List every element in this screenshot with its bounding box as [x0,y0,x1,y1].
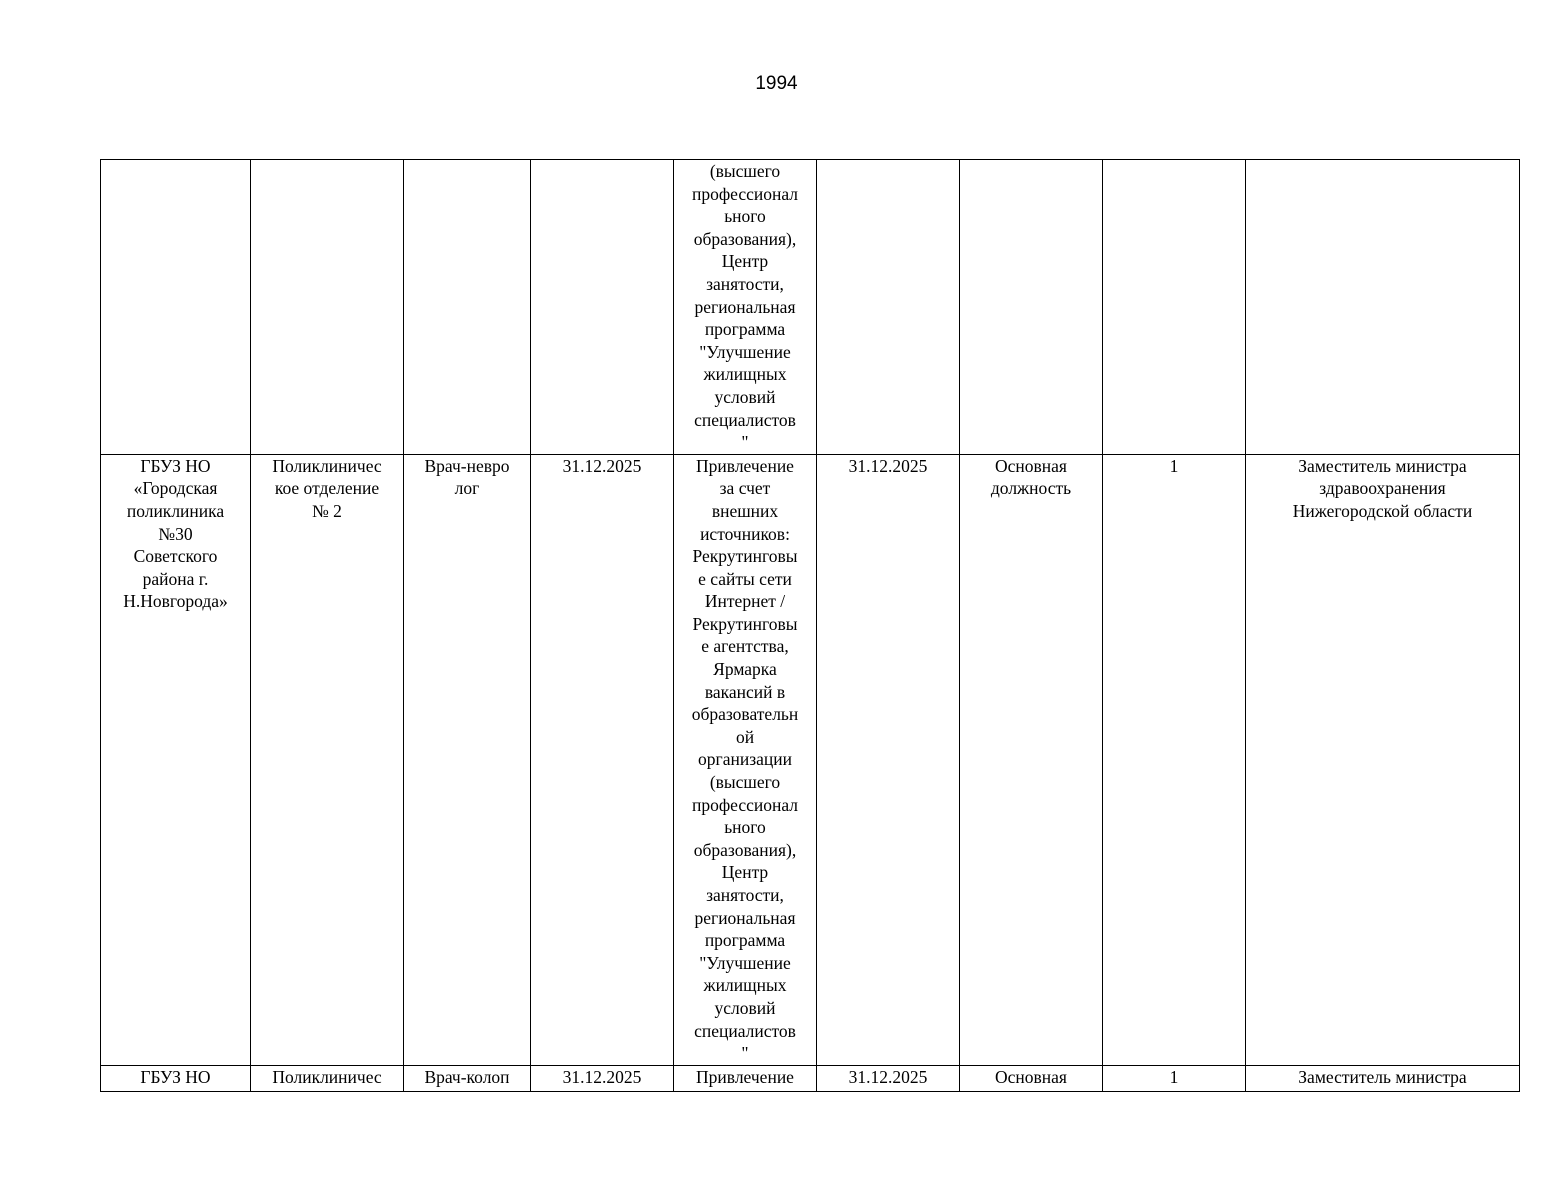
cell-organization: ГБУЗ НО «Городская поликлиника №30 Советского района г. Н.Новгорода» [101,454,251,1065]
cell-position: Врач-колоп [404,1065,531,1091]
table-row [101,454,1520,1065]
page-number: 1994 [755,73,798,94]
cell-organization: ГБУЗ НО [101,1065,251,1091]
cell-position-type: Основная должность [960,454,1103,1065]
cell-date: 31.12.2025 [531,1065,674,1091]
cell-recruitment-method: Привлечение за счет внешних источников: Рекрутинговы е сайты сети Интернет / Рекрутинговы е агентства, Ярмарка вакансий в образовательн ой организации (высшего профессионал ьного образования), Центр занятости, региональная программа "Улучшение жилищных условий специалистов " [674,454,817,1065]
cell-position: Врач-невро лог [404,454,531,1065]
cell-department: Поликлиничес [251,1065,404,1091]
cell-recruitment-method: (высшего профессионал ьного образования), Центр занятости, региональная программа "Улучшение жилищных условий специалистов " [674,160,817,455]
cell-count: 1 [1103,454,1246,1065]
cell-deadline: 31.12.2025 [817,454,960,1065]
vacancy-table [100,159,1520,1092]
table-row [101,160,1520,455]
cell-organization [101,160,251,455]
cell-date [531,160,674,455]
cell-deadline: 31.12.2025 [817,1065,960,1091]
cell-count: 1 [1103,1065,1246,1091]
cell-responsible: Заместитель министра здравоохранения Нижегородской области [1246,454,1520,1065]
cell-position-type: Основная [960,1065,1103,1091]
cell-department: Поликлиничес кое отделение № 2 [251,454,404,1065]
cell-recruitment-method: Привлечение [674,1065,817,1091]
cell-date: 31.12.2025 [531,454,674,1065]
cell-responsible [1246,160,1520,455]
cell-position-type [960,160,1103,455]
cell-count [1103,160,1246,455]
cell-responsible: Заместитель министра [1246,1065,1520,1091]
table-row [101,1065,1520,1091]
cell-department [251,160,404,455]
cell-deadline [817,160,960,455]
cell-position [404,160,531,455]
